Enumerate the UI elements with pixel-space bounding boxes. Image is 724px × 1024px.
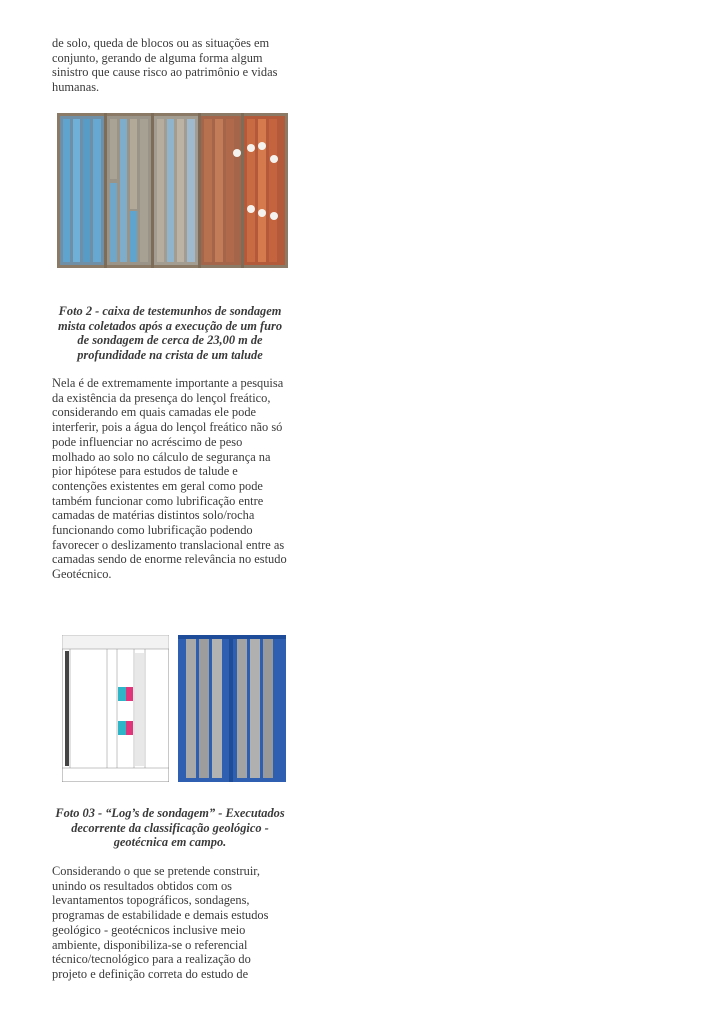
drilling-log-sheet-image — [62, 635, 169, 782]
paragraph-3: Considerando o que se pretende construir, unindo os resultados obtidos com os levantamentos topográficos, sondagens, programas de estabilidade e demais estudos geológico - geotécnicos inclusive meio ambiente, disponibiliza-se o referencial técnico/tecnológico para a realização do projeto e definição correta do estudo de — [52, 864, 269, 981]
paragraph-2: Nela é de extremamente importante a pesquisa da existência da presença do lençol freático, considerando em quais camadas ele pode interferir, pois a água do lençol freático não só pode influenciar no acréscimo de peso molhado ao solo no cálculo de segurança na pior hipótese para estudos de talude e contenções existentes em geral como pode também funcionar como lubrificação entre camadas de matérias distintos solo/rocha funcionando como lubrificação podendo favorecer o deslizamento translacional entre as camadas sendo de enorme relevância no estudo Geotécnico. — [52, 376, 287, 582]
core-box-photo — [57, 113, 288, 268]
paragraph-block-2 — [52, 376, 288, 582]
caption-foto-3-block — [52, 806, 288, 850]
core-box-blue-photo — [178, 635, 286, 782]
caption-foto-2-block — [52, 304, 288, 363]
paragraph-intro — [52, 36, 288, 95]
paragraph-1: de solo, queda de blocos ou as situações em conjunto, gerando de alguma forma algum sinistro que cause risco ao patrimônio e vidas humanas. — [52, 36, 278, 95]
caption-foto-3: Foto 03 - “Log’s de sondagem” - Executados decorrente da classificação geológico - geotécnica em campo. — [55, 806, 285, 850]
caption-foto-2: Foto 2 - caixa de testemunhos de sondagem mista coletados após a execução de um furo de sondagem de cerca de 23,00 m de profundidade na crista de um talude — [57, 304, 283, 363]
paragraph-block-3 — [52, 864, 288, 982]
